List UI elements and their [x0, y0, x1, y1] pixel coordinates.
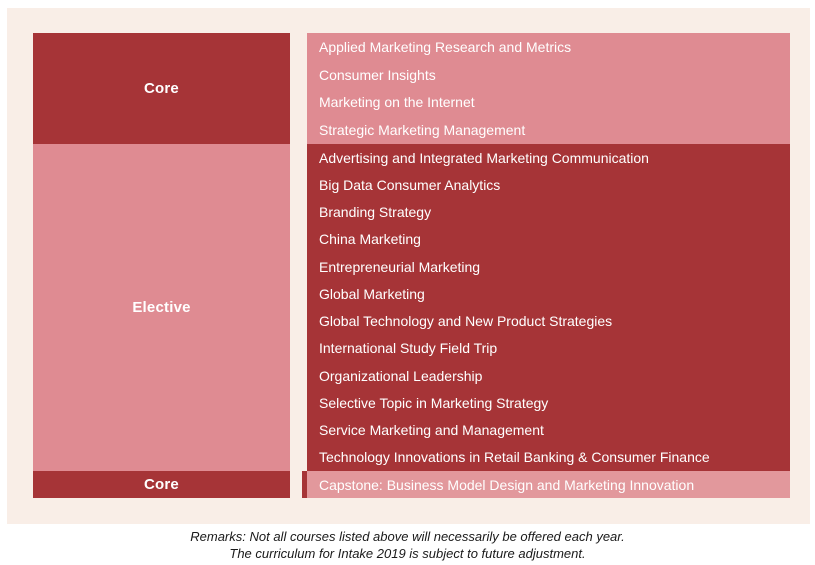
curriculum-panel — [7, 8, 810, 524]
core-courses-block — [307, 33, 790, 144]
course-row: Technology Innovations in Retail Banking & Consumer Finance — [319, 449, 710, 466]
course-row: Big Data Consumer Analytics — [319, 176, 501, 193]
category-core-top-label: Core — [144, 80, 179, 97]
course-column — [307, 33, 790, 498]
category-core-top — [33, 33, 290, 144]
curriculum-grid — [33, 33, 797, 498]
course-row: Selective Topic in Marketing Strategy — [319, 394, 549, 411]
course-row: Marketing on the Internet — [319, 94, 475, 111]
course-row: Global Marketing — [319, 285, 425, 302]
remarks-line-1: Remarks: Not all courses listed above will necessarily be offered each year. — [190, 529, 625, 544]
category-elective — [33, 144, 290, 471]
elective-courses-block — [307, 144, 790, 471]
course-row: Applied Marketing Research and Metrics — [319, 38, 572, 55]
course-row: Advertising and Integrated Marketing Communication — [319, 149, 649, 166]
category-core-bottom — [33, 471, 290, 498]
course-row: China Marketing — [319, 231, 421, 248]
category-elective-label: Elective — [132, 299, 191, 316]
remarks-line-2: The curriculum for Intake 2019 is subject to future adjustment. — [229, 546, 586, 561]
course-row: Global Technology and New Product Strategies — [319, 313, 613, 330]
capstone-course-block — [307, 471, 790, 498]
course-row: Branding Strategy — [319, 204, 432, 221]
course-row: Strategic Marketing Management — [319, 122, 526, 139]
course-row: Consumer Insights — [319, 66, 436, 83]
course-row: Organizational Leadership — [319, 367, 483, 384]
category-core-bottom-label: Core — [144, 476, 179, 493]
course-row: Entrepreneurial Marketing — [319, 258, 481, 275]
course-row: Service Marketing and Management — [319, 422, 544, 439]
course-row: International Study Field Trip — [319, 340, 498, 357]
category-column — [33, 33, 290, 498]
remarks — [0, 528, 815, 562]
course-row: Capstone: Business Model Design and Marketing Innovation — [319, 476, 695, 493]
